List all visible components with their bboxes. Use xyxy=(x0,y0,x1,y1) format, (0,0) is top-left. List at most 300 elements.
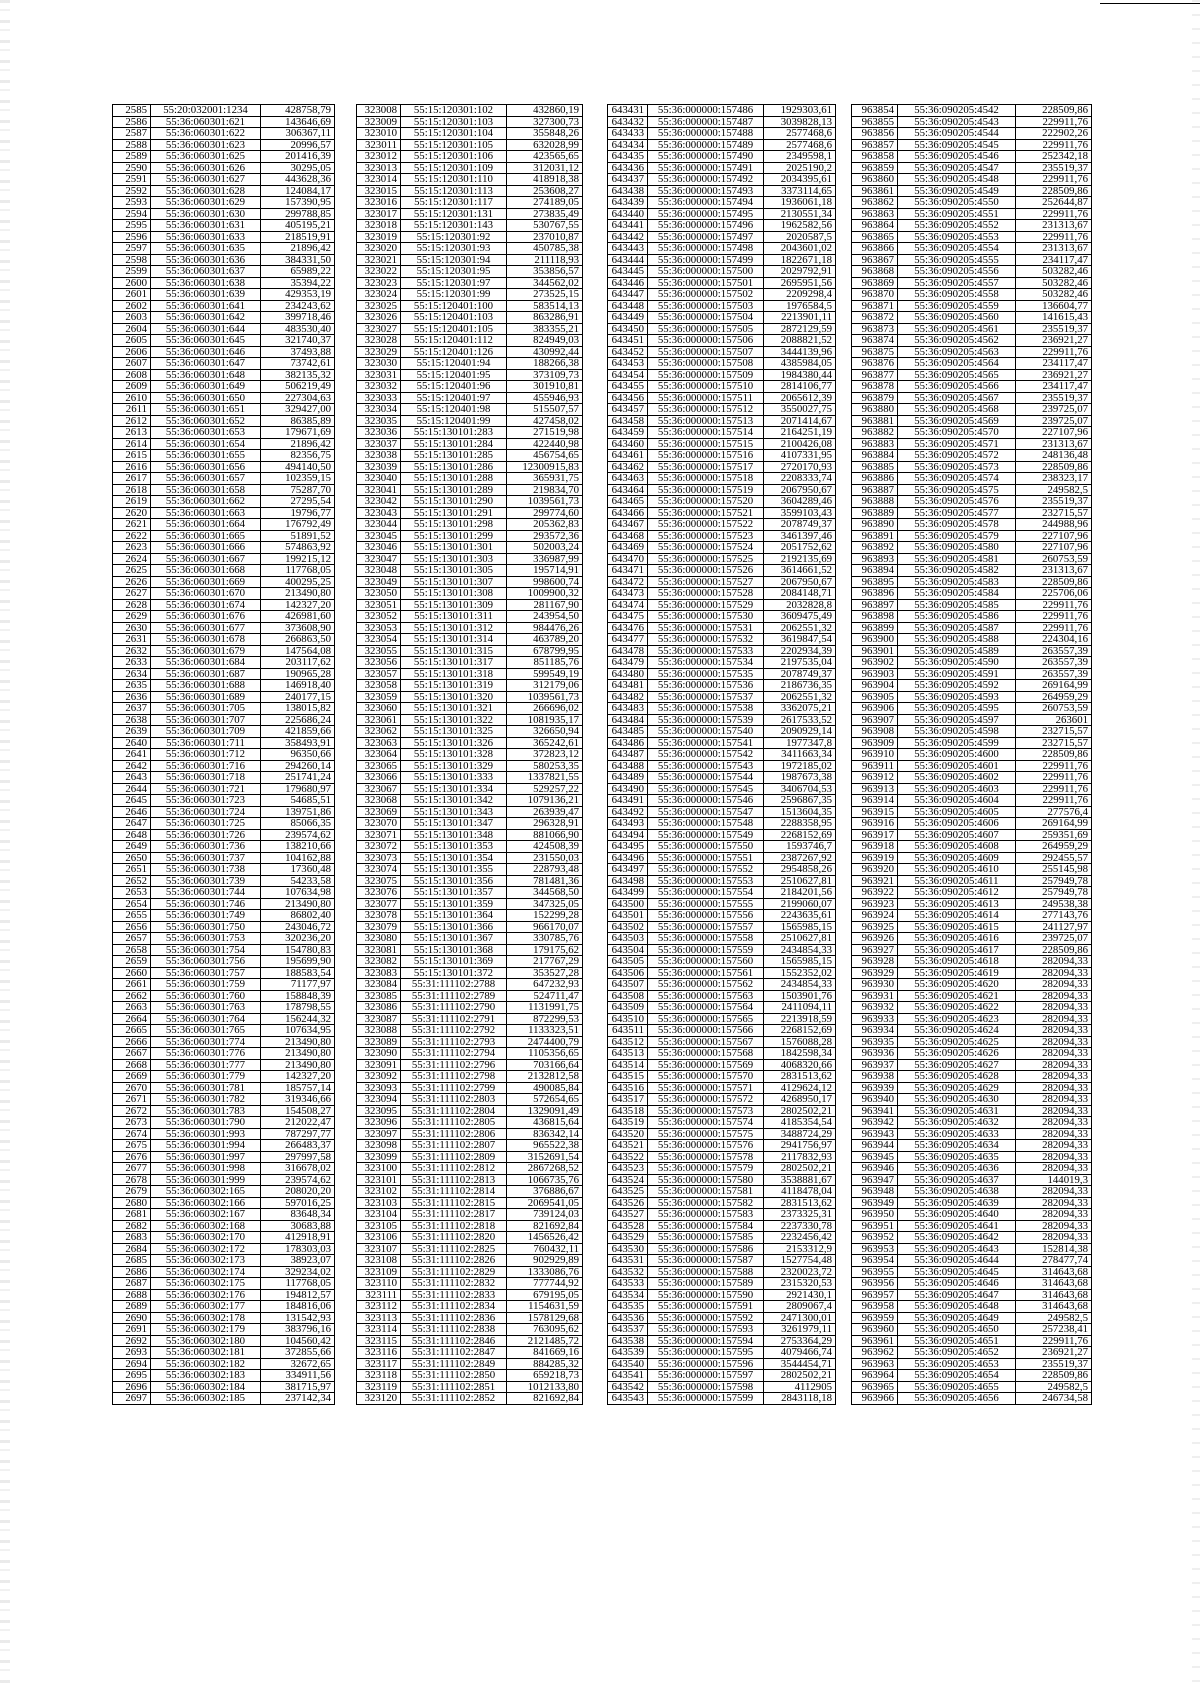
cadastral-value: 229911,76 xyxy=(1016,174,1092,186)
cadastral-value: 2373325,31 xyxy=(764,1209,836,1221)
row-number: 963934 xyxy=(852,1025,898,1037)
cadastral-value: 1962582,56 xyxy=(764,220,836,232)
table-row xyxy=(113,668,335,680)
cadastral-value: 282094,33 xyxy=(1016,1082,1092,1094)
row-number: 643535 xyxy=(608,1301,648,1313)
cadastral-number: 55:36:090205:4634 xyxy=(898,1140,1016,1152)
cadastral-number: 55:36:060301:684 xyxy=(151,657,261,669)
cadastral-value: 1977347,8 xyxy=(764,737,836,749)
row-number: 323113 xyxy=(357,1312,401,1324)
table-row xyxy=(113,507,335,519)
cadastral-value: 277576,4 xyxy=(1016,806,1092,818)
table-row xyxy=(852,1266,1092,1278)
cadastral-number: 55:36:000000:157493 xyxy=(648,185,764,197)
row-number: 2695 xyxy=(113,1370,151,1382)
row-number: 323063 xyxy=(357,737,401,749)
cadastral-number: 55:15:130101:326 xyxy=(401,737,507,749)
cadastral-number: 55:36:060301:764 xyxy=(151,1013,261,1025)
row-number: 643541 xyxy=(608,1370,648,1382)
table-row xyxy=(357,484,583,496)
cadastral-number: 55:36:000000:157579 xyxy=(648,1163,764,1175)
row-number: 643498 xyxy=(608,875,648,887)
row-number: 963882 xyxy=(852,427,898,439)
cadastral-number: 55:36:090205:4569 xyxy=(898,415,1016,427)
cadastral-number: 55:15:120301:106 xyxy=(401,151,507,163)
row-number: 963951 xyxy=(852,1220,898,1232)
cadastral-number: 55:36:060302:176 xyxy=(151,1289,261,1301)
cadastral-number: 55:15:120401:105 xyxy=(401,323,507,335)
table-row xyxy=(357,1370,583,1382)
row-number: 2610 xyxy=(113,392,151,404)
cadastral-number: 55:36:060301:645 xyxy=(151,335,261,347)
cadastral-value: 239574,62 xyxy=(261,829,335,841)
row-number: 963919 xyxy=(852,852,898,864)
cadastral-number: 55:36:060301:707 xyxy=(151,714,261,726)
cadastral-number: 55:36:000000:157488 xyxy=(648,128,764,140)
cadastral-value: 4185354,54 xyxy=(764,1117,836,1129)
cadastral-number: 55:36:090205:4565 xyxy=(898,369,1016,381)
table-row xyxy=(357,921,583,933)
row-number: 2590 xyxy=(113,162,151,174)
cadastral-number: 55:36:060301:765 xyxy=(151,1025,261,1037)
cadastral-value: 316678,02 xyxy=(261,1163,335,1175)
row-number: 643491 xyxy=(608,795,648,807)
row-number: 963964 xyxy=(852,1370,898,1382)
cadastral-value: 2088821,52 xyxy=(764,335,836,347)
cadastral-value: 3373114,65 xyxy=(764,185,836,197)
row-number: 643473 xyxy=(608,588,648,600)
cadastral-number: 55:15:130101:305 xyxy=(401,565,507,577)
row-number: 323083 xyxy=(357,967,401,979)
row-number: 323094 xyxy=(357,1094,401,1106)
cadastral-number: 55:36:000000:157540 xyxy=(648,726,764,738)
cadastral-value: 632028,99 xyxy=(507,139,583,151)
cadastral-number: 55:36:000000:157593 xyxy=(648,1324,764,1336)
cadastral-number: 55:36:090205:4611 xyxy=(898,875,1016,887)
table-row xyxy=(608,254,836,266)
cadastral-number: 55:15:120401:98 xyxy=(401,404,507,416)
cadastral-value: 143646,69 xyxy=(261,116,335,128)
cadastral-number: 55:36:060301:725 xyxy=(151,818,261,830)
table-row xyxy=(608,852,836,864)
table-row xyxy=(357,289,583,301)
cadastral-number: 55:36:090205:4599 xyxy=(898,737,1016,749)
row-number: 323075 xyxy=(357,875,401,887)
cadastral-value: 2186736,35 xyxy=(764,680,836,692)
row-number: 2657 xyxy=(113,933,151,945)
table-row xyxy=(608,231,836,243)
cadastral-number: 55:36:090205:4545 xyxy=(898,139,1016,151)
cadastral-value: 293572,36 xyxy=(507,530,583,542)
cadastral-number: 55:36:090205:4606 xyxy=(898,818,1016,830)
cadastral-value: 227107,96 xyxy=(1016,542,1092,554)
cadastral-number: 55:31:111102:2850 xyxy=(401,1370,507,1382)
row-number: 643523 xyxy=(608,1163,648,1175)
row-number: 323098 xyxy=(357,1140,401,1152)
table-row xyxy=(113,1071,335,1083)
row-number: 323072 xyxy=(357,841,401,853)
row-number: 323114 xyxy=(357,1324,401,1336)
cadastral-value: 229911,76 xyxy=(1016,231,1092,243)
cadastral-number: 55:31:111102:2851 xyxy=(401,1381,507,1393)
row-number: 323017 xyxy=(357,208,401,220)
table-row xyxy=(113,1278,335,1290)
row-number: 323015 xyxy=(357,185,401,197)
cadastral-value: 229911,76 xyxy=(1016,1335,1092,1347)
cadastral-value: 282094,33 xyxy=(1016,1105,1092,1117)
cadastral-value: 2753364,29 xyxy=(764,1335,836,1347)
cadastral-number: 55:36:060301:651 xyxy=(151,404,261,416)
cadastral-value: 228509,86 xyxy=(1016,576,1092,588)
row-number: 643505 xyxy=(608,956,648,968)
cadastral-number: 55:36:090205:4564 xyxy=(898,358,1016,370)
cadastral-number: 55:36:060301:687 xyxy=(151,668,261,680)
cadastral-number: 55:31:111102:2852 xyxy=(401,1393,507,1405)
row-number: 2618 xyxy=(113,484,151,496)
cadastral-number: 55:36:000000:157506 xyxy=(648,335,764,347)
table-row xyxy=(113,1082,335,1094)
table-row xyxy=(608,979,836,991)
table-row xyxy=(852,668,1092,680)
table-row xyxy=(113,266,335,278)
row-number: 2593 xyxy=(113,197,151,209)
table-row xyxy=(608,1025,836,1037)
cadastral-number: 55:36:000000:157562 xyxy=(648,979,764,991)
cadastral-value: 1329091,49 xyxy=(507,1105,583,1117)
cadastral-value: 2237330,78 xyxy=(764,1220,836,1232)
cadastral-number: 55:36:090205:4614 xyxy=(898,910,1016,922)
row-number: 2690 xyxy=(113,1312,151,1324)
cadastral-value: 659218,73 xyxy=(507,1370,583,1382)
cadastral-value: 314643,68 xyxy=(1016,1301,1092,1313)
table-row xyxy=(357,714,583,726)
cadastral-number: 55:36:060301:650 xyxy=(151,392,261,404)
cadastral-number: 55:36:000000:157511 xyxy=(648,392,764,404)
cadastral-number: 55:36:060301:998 xyxy=(151,1163,261,1175)
row-number: 643536 xyxy=(608,1312,648,1324)
cadastral-value: 138210,66 xyxy=(261,841,335,853)
table-row xyxy=(357,1347,583,1359)
row-number: 2621 xyxy=(113,519,151,531)
row-number: 643492 xyxy=(608,806,648,818)
cadastral-value: 1822671,18 xyxy=(764,254,836,266)
cadastral-number: 55:36:060301:676 xyxy=(151,611,261,623)
cadastral-number: 55:31:111102:2847 xyxy=(401,1347,507,1359)
cadastral-value: 282094,33 xyxy=(1016,956,1092,968)
cadastral-number: 55:36:060302:173 xyxy=(151,1255,261,1267)
row-number: 2675 xyxy=(113,1140,151,1152)
cadastral-number: 55:36:000000:157496 xyxy=(648,220,764,232)
cadastral-value: 231313,67 xyxy=(1016,438,1092,450)
cadastral-value: 257238,41 xyxy=(1016,1324,1092,1336)
cadastral-value: 211118,93 xyxy=(507,254,583,266)
row-number: 323082 xyxy=(357,956,401,968)
table-row xyxy=(608,243,836,255)
cadastral-value: 282094,33 xyxy=(1016,1232,1092,1244)
cadastral-number: 55:36:000000:157513 xyxy=(648,415,764,427)
table-row xyxy=(608,622,836,634)
table-row xyxy=(852,772,1092,784)
cadastral-number: 55:36:090205:4654 xyxy=(898,1370,1016,1382)
table-row xyxy=(852,1013,1092,1025)
table-row xyxy=(357,760,583,772)
cadastral-number: 55:36:090205:4576 xyxy=(898,496,1016,508)
cadastral-number: 55:36:090205:4607 xyxy=(898,829,1016,841)
row-number: 963864 xyxy=(852,220,898,232)
cadastral-value: 203117,62 xyxy=(261,657,335,669)
cadastral-number: 55:36:060301:744 xyxy=(151,887,261,899)
row-number: 2632 xyxy=(113,645,151,657)
row-number: 2589 xyxy=(113,151,151,163)
cadastral-value: 2802502,21 xyxy=(764,1370,836,1382)
cadastral-number: 55:36:090205:4559 xyxy=(898,300,1016,312)
table-row xyxy=(113,450,335,462)
row-number: 2643 xyxy=(113,772,151,784)
table-row xyxy=(852,300,1092,312)
table-row xyxy=(357,898,583,910)
table-row xyxy=(113,105,335,117)
cadastral-value: 30295,05 xyxy=(261,162,335,174)
table-row xyxy=(608,1094,836,1106)
row-number: 2631 xyxy=(113,634,151,646)
row-number: 643463 xyxy=(608,473,648,485)
cadastral-number: 55:15:130101:289 xyxy=(401,484,507,496)
cadastral-value: 139751,86 xyxy=(261,806,335,818)
cadastral-value: 232715,57 xyxy=(1016,507,1092,519)
cadastral-number: 55:15:120301:94 xyxy=(401,254,507,266)
cadastral-number: 55:36:060301:738 xyxy=(151,864,261,876)
table-row xyxy=(608,795,836,807)
table-row xyxy=(852,139,1092,151)
table-row xyxy=(608,1105,836,1117)
cadastral-value: 282094,33 xyxy=(1016,1163,1092,1175)
table-row xyxy=(357,174,583,186)
table-row xyxy=(357,427,583,439)
row-number: 963946 xyxy=(852,1163,898,1175)
cadastral-number: 55:15:120301:103 xyxy=(401,116,507,128)
table-row xyxy=(113,565,335,577)
cadastral-number: 55:36:060301:999 xyxy=(151,1174,261,1186)
cadastral-number: 55:36:000000:157504 xyxy=(648,312,764,324)
row-number: 2586 xyxy=(113,116,151,128)
cadastral-value: 1154631,59 xyxy=(507,1301,583,1313)
cadastral-number: 55:15:130101:359 xyxy=(401,898,507,910)
cadastral-value: 2315320,53 xyxy=(764,1278,836,1290)
row-number: 323038 xyxy=(357,450,401,462)
table-row xyxy=(357,1278,583,1290)
row-number: 2638 xyxy=(113,714,151,726)
cadastral-value: 282094,33 xyxy=(1016,1186,1092,1198)
cadastral-value: 1565985,15 xyxy=(764,921,836,933)
cadastral-number: 55:31:111102:2818 xyxy=(401,1220,507,1232)
table-row xyxy=(357,634,583,646)
cadastral-value: 1576088,28 xyxy=(764,1036,836,1048)
table-row xyxy=(852,806,1092,818)
row-number: 643460 xyxy=(608,438,648,450)
cadastral-value: 450785,38 xyxy=(507,243,583,255)
cadastral-value: 20996,57 xyxy=(261,139,335,151)
cadastral-value: 229911,76 xyxy=(1016,760,1092,772)
table-row xyxy=(852,1209,1092,1221)
cadastral-number: 55:36:060301:749 xyxy=(151,910,261,922)
cadastral-number: 55:36:090205:4648 xyxy=(898,1301,1016,1313)
cadastral-number: 55:31:111102:2834 xyxy=(401,1301,507,1313)
table-row xyxy=(608,1220,836,1232)
row-number: 963898 xyxy=(852,611,898,623)
cadastral-number: 55:15:130101:369 xyxy=(401,956,507,968)
cadastral-value: 260753,59 xyxy=(1016,553,1092,565)
cadastral-number: 55:36:000000:157490 xyxy=(648,151,764,163)
cadastral-value: 998600,74 xyxy=(507,576,583,588)
cadastral-number: 55:36:090205:4636 xyxy=(898,1163,1016,1175)
cadastral-value: 2954858,26 xyxy=(764,864,836,876)
table-row xyxy=(113,530,335,542)
cadastral-value: 38923,07 xyxy=(261,1255,335,1267)
table-row xyxy=(608,611,836,623)
cadastral-value: 1039561,73 xyxy=(507,691,583,703)
table-row xyxy=(608,1301,836,1313)
cadastral-value: 234117,47 xyxy=(1016,358,1092,370)
row-number: 2661 xyxy=(113,979,151,991)
cadastral-number: 55:36:000000:157591 xyxy=(648,1301,764,1313)
cadastral-value: 355848,26 xyxy=(507,128,583,140)
table-row xyxy=(852,507,1092,519)
row-number: 643454 xyxy=(608,369,648,381)
row-number: 323043 xyxy=(357,507,401,519)
table-row xyxy=(113,496,335,508)
cadastral-value: 422440,98 xyxy=(507,438,583,450)
table-row xyxy=(608,772,836,784)
cadastral-value: 234117,47 xyxy=(1016,381,1092,393)
cadastral-value: 1513604,35 xyxy=(764,806,836,818)
row-number: 2599 xyxy=(113,266,151,278)
cadastral-value: 763095,62 xyxy=(507,1324,583,1336)
cadastral-number: 55:15:130101:303 xyxy=(401,553,507,565)
cadastral-value: 984476,26 xyxy=(507,622,583,634)
table-row xyxy=(357,277,583,289)
row-number: 643496 xyxy=(608,852,648,864)
row-number: 963915 xyxy=(852,806,898,818)
row-number: 323031 xyxy=(357,369,401,381)
cadastral-number: 55:15:130101:283 xyxy=(401,427,507,439)
row-number: 963954 xyxy=(852,1255,898,1267)
row-number: 963900 xyxy=(852,634,898,646)
cadastral-number: 55:31:111102:2789 xyxy=(401,990,507,1002)
row-number: 643479 xyxy=(608,657,648,669)
table-row xyxy=(113,1174,335,1186)
table-row xyxy=(852,461,1092,473)
cadastral-number: 55:36:090205:4637 xyxy=(898,1174,1016,1186)
table-row xyxy=(608,162,836,174)
cadastral-value: 282094,33 xyxy=(1016,1220,1092,1232)
row-number: 323071 xyxy=(357,829,401,841)
cadastral-number: 55:36:000000:157572 xyxy=(648,1094,764,1106)
table-row xyxy=(357,404,583,416)
row-number: 643542 xyxy=(608,1381,648,1393)
cadastral-value: 1081935,17 xyxy=(507,714,583,726)
row-number: 2630 xyxy=(113,622,151,634)
table-row xyxy=(113,404,335,416)
cadastral-value: 421859,66 xyxy=(261,726,335,738)
table-row xyxy=(608,737,836,749)
cadastral-number: 55:36:060302:183 xyxy=(151,1370,261,1382)
cadastral-value: 255145,98 xyxy=(1016,864,1092,876)
cadastral-number: 55:36:090205:4653 xyxy=(898,1358,1016,1370)
cadastral-value: 329234,02 xyxy=(261,1266,335,1278)
table-row xyxy=(608,576,836,588)
registry-table-1 xyxy=(112,104,335,1405)
table-row xyxy=(113,231,335,243)
cadastral-number: 55:36:000000:157491 xyxy=(648,162,764,174)
table-row xyxy=(608,1266,836,1278)
row-number: 2683 xyxy=(113,1232,151,1244)
cadastral-number: 55:36:000000:157547 xyxy=(648,806,764,818)
cadastral-value: 777744,92 xyxy=(507,1278,583,1290)
cadastral-value: 490085,84 xyxy=(507,1082,583,1094)
cadastral-number: 55:36:060301:639 xyxy=(151,289,261,301)
cadastral-value: 292455,57 xyxy=(1016,852,1092,864)
cadastral-value: 383355,21 xyxy=(507,323,583,335)
row-number: 963937 xyxy=(852,1059,898,1071)
row-number: 323008 xyxy=(357,105,401,117)
cadastral-value: 213490,80 xyxy=(261,898,335,910)
table-row xyxy=(608,220,836,232)
cadastral-number: 55:36:060301:763 xyxy=(151,1002,261,1014)
cadastral-number: 55:36:090205:4656 xyxy=(898,1393,1016,1405)
cadastral-value: 299788,85 xyxy=(261,208,335,220)
cadastral-value: 1066735,76 xyxy=(507,1174,583,1186)
row-number: 643476 xyxy=(608,622,648,634)
table-row xyxy=(852,208,1092,220)
table-row xyxy=(357,1324,583,1336)
cadastral-number: 55:36:090205:4612 xyxy=(898,887,1016,899)
row-number: 323048 xyxy=(357,565,401,577)
table-row xyxy=(608,128,836,140)
row-number: 323115 xyxy=(357,1335,401,1347)
table-row xyxy=(357,208,583,220)
cadastral-value: 319346,66 xyxy=(261,1094,335,1106)
table-row xyxy=(113,852,335,864)
row-number: 2616 xyxy=(113,461,151,473)
table-row xyxy=(608,990,836,1002)
cadastral-value: 3411663,34 xyxy=(764,749,836,761)
cadastral-value: 3619847,54 xyxy=(764,634,836,646)
row-number: 2694 xyxy=(113,1358,151,1370)
cadastral-value: 2802502,21 xyxy=(764,1163,836,1175)
row-number: 323010 xyxy=(357,128,401,140)
row-number: 323009 xyxy=(357,116,401,128)
table-row xyxy=(113,622,335,634)
table-row xyxy=(357,151,583,163)
cadastral-number: 55:36:060301:777 xyxy=(151,1059,261,1071)
table-row xyxy=(852,1002,1092,1014)
table-row xyxy=(357,806,583,818)
table-row xyxy=(113,277,335,289)
cadastral-value: 208020,20 xyxy=(261,1186,335,1198)
cadastral-value: 1039561,73 xyxy=(507,496,583,508)
row-number: 963957 xyxy=(852,1289,898,1301)
table-row xyxy=(113,921,335,933)
cadastral-value: 213490,80 xyxy=(261,588,335,600)
cadastral-value: 574863,92 xyxy=(261,542,335,554)
row-number: 643450 xyxy=(608,323,648,335)
table-row xyxy=(113,312,335,324)
cadastral-number: 55:36:090205:4644 xyxy=(898,1255,1016,1267)
table-row xyxy=(852,645,1092,657)
table-row xyxy=(608,1393,836,1405)
cadastral-number: 55:15:130101:284 xyxy=(401,438,507,450)
cadastral-value: 152814,38 xyxy=(1016,1243,1092,1255)
